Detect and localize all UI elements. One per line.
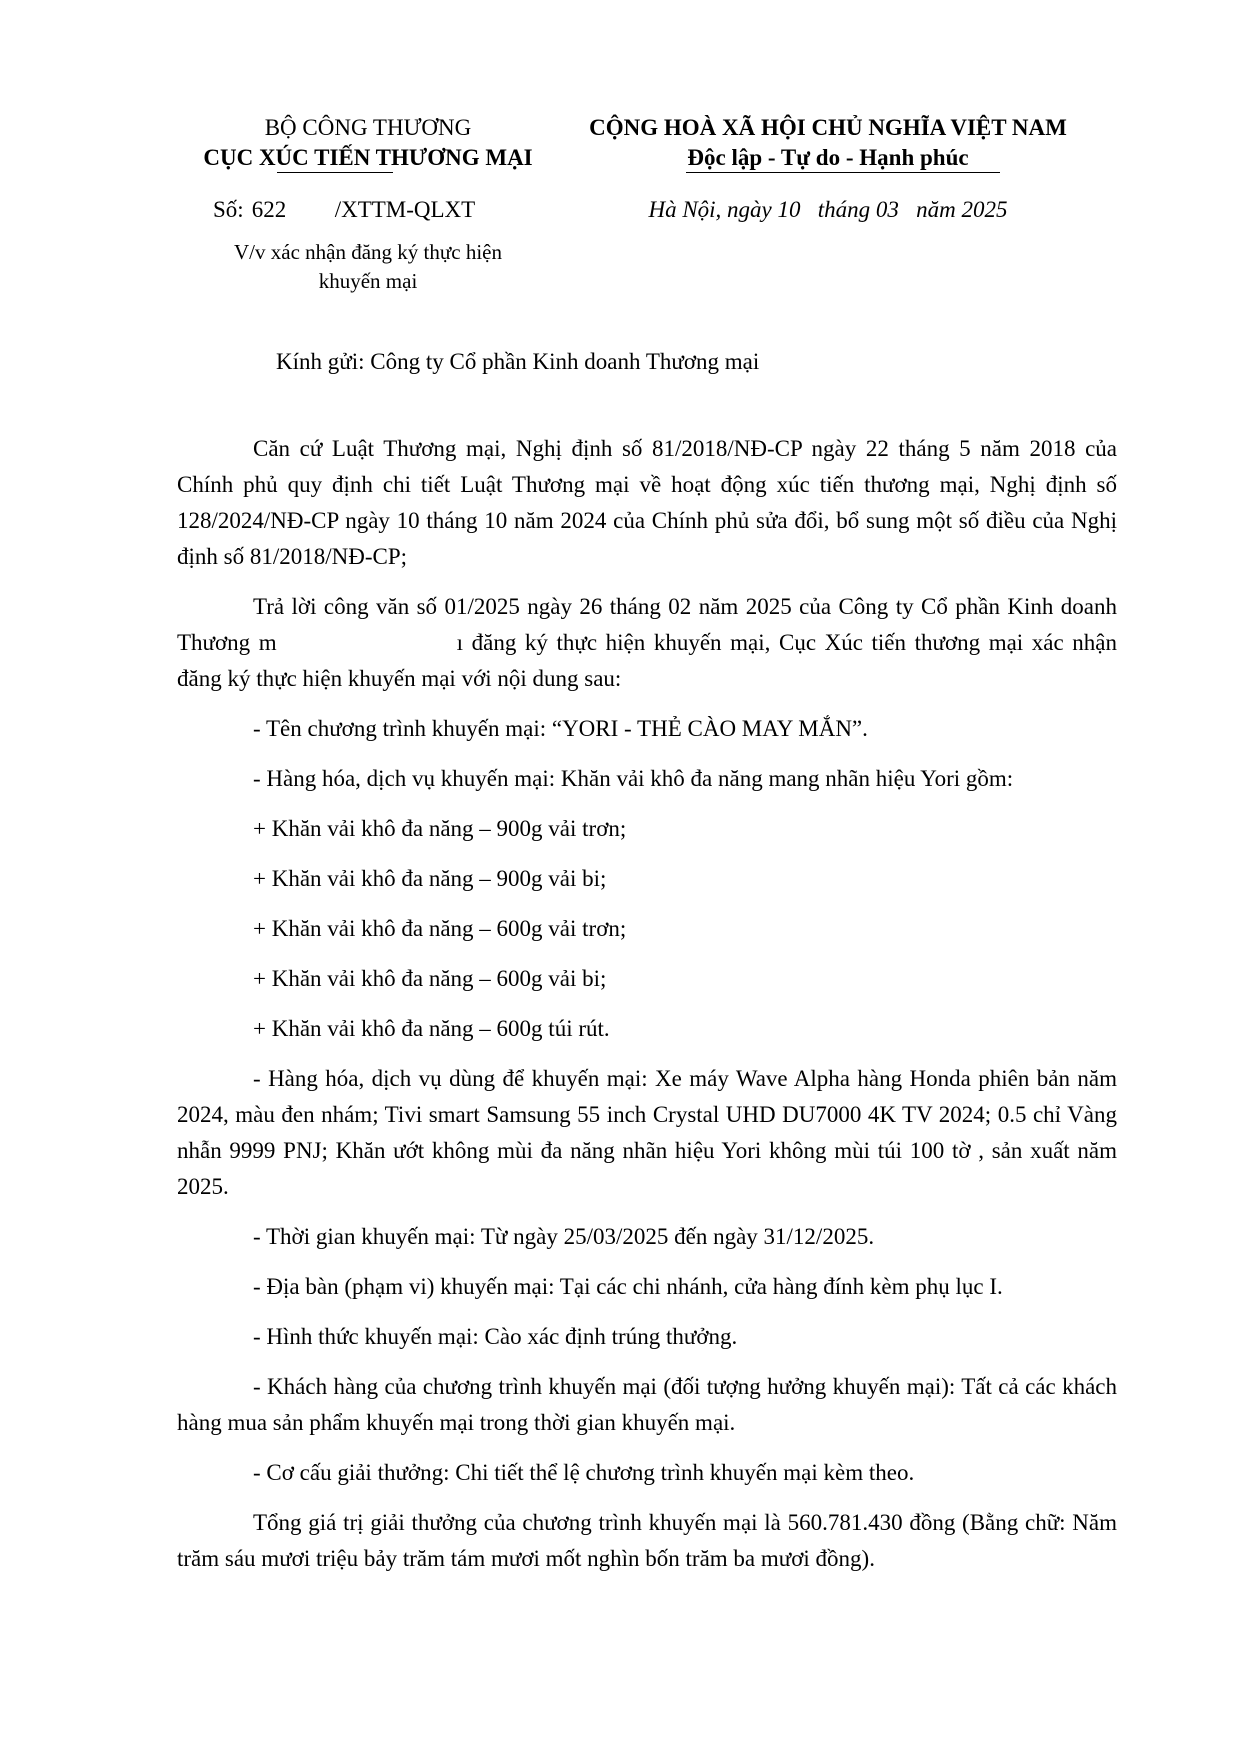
reply-text-end: ı đăng ký thực hiện khuyến mại, Cục Xúc tiến thương mại xác nhận đăng ký thực hiện khuyến mại với nội dung sau:: [177, 630, 1117, 691]
document-number: [213, 197, 475, 223]
national-header: [568, 113, 1088, 173]
issuer-header: [168, 113, 568, 173]
goods-item: + Khăn vải khô đa năng – 600g vải trơn;: [253, 916, 627, 941]
redacted-area: [277, 649, 457, 650]
reply-paragraph: [177, 589, 1117, 697]
total-prize-value: Tổng giá trị giải thưởng của chương trình khuyến mại là 560.781.430 đồng (Bằng chữ: Năm trăm sáu mươi triệu bảy trăm tám mươi mốt nghìn bốn trăm ba mươi đồng).: [177, 1510, 1117, 1571]
department-name: CỤC XÚC TIẾN THƯƠNG MẠI: [203, 145, 533, 170]
promotion-form: - Hình thức khuyến mại: Cào xác định trúng thưởng.: [253, 1324, 738, 1349]
number-code: /XTTM-QLXT: [334, 197, 476, 222]
number-value: 622: [251, 197, 287, 222]
prize-goods-paragraph: - Hàng hóa, dịch vụ dùng để khuyến mại: Xe máy Wave Alpha hàng Honda phiên bản năm 2024, màu đen nhám; Tivi smart Samsung 55 inch Crystal UHD DU7000 4K TV 2024; 0.5 chỉ Vàng nhẫn 9999 PNJ; Khăn ướt không mùi đa năng nhãn hiệu Yori không mùi túi 100 tờ , sản xuất năm 2025.: [177, 1066, 1117, 1199]
subject-line-1: V/v xác nhận đăng ký thực hiện: [234, 240, 502, 264]
promoted-goods: - Hàng hóa, dịch vụ khuyến mại: Khăn vải khô đa năng mang nhãn hiệu Yori gồm:: [253, 766, 1014, 791]
reply-text-start: Trả lời công văn số 01/2025 ngày 26 tháng 02 năm 2025 của Công ty Cổ phần Kinh doanh Thương m: [177, 594, 1117, 655]
legal-basis-paragraph: Căn cứ Luật Thương mại, Nghị định số 81/2018/NĐ-CP ngày 22 tháng 5 năm 2018 của Chính phủ quy định chi tiết Luật Thương mại về hoạt động xúc tiến thương mại, Nghị định số 128/2024/NĐ-CP ngày 10 tháng 10 năm 2024 của Chính phủ sửa đổi, bổ sung một số điều của Nghị định số 81/2018/NĐ-CP;: [177, 436, 1117, 569]
recipient-line: Kính gửi: Công ty Cổ phần Kinh doanh Thương mại: [276, 349, 760, 374]
promotion-area: - Địa bàn (phạm vi) khuyến mại: Tại các chi nhánh, cửa hàng đính kèm phụ lục I.: [253, 1274, 1003, 1299]
issuer-underline: [277, 172, 393, 173]
goods-item: + Khăn vải khô đa năng – 900g vải trơn;: [253, 816, 627, 841]
number-prefix: Số:: [213, 197, 244, 222]
subject-line-2: khuyến mại: [318, 269, 418, 293]
motto-underline: [686, 172, 1000, 173]
promotion-time: - Thời gian khuyến mại: Từ ngày 25/03/2025 đến ngày 31/12/2025.: [253, 1224, 875, 1249]
program-name: - Tên chương trình khuyến mại: “YORI - THẺ CÀO MAY MẮN”.: [253, 716, 868, 741]
letter-body: [177, 431, 1117, 1577]
ministry-name: BỘ CÔNG THƯƠNG: [264, 115, 472, 140]
goods-item: + Khăn vải khô đa năng – 600g túi rút.: [253, 1016, 610, 1041]
goods-item: + Khăn vải khô đa năng – 900g vải bi;: [253, 866, 607, 891]
prize-structure: - Cơ cấu giải thưởng: Chi tiết thể lệ chương trình khuyến mại kèm theo.: [253, 1460, 915, 1485]
subject-line: [168, 238, 568, 296]
target-customers: - Khách hàng của chương trình khuyến mại (đối tượng hưởng khuyến mại): Tất cả các khách hàng mua sản phẩm khuyến mại trong thời gian khuyến mại.: [177, 1374, 1117, 1435]
motto: Độc lập - Tự do - Hạnh phúc: [687, 145, 969, 170]
nation-title: CỘNG HOÀ XÃ HỘI CHỦ NGHĨA VIỆT NAM: [589, 115, 1067, 140]
goods-item: + Khăn vải khô đa năng – 600g vải bi;: [253, 966, 607, 991]
issue-date: Hà Nội, ngày 10 tháng 03 năm 2025: [648, 197, 1008, 222]
